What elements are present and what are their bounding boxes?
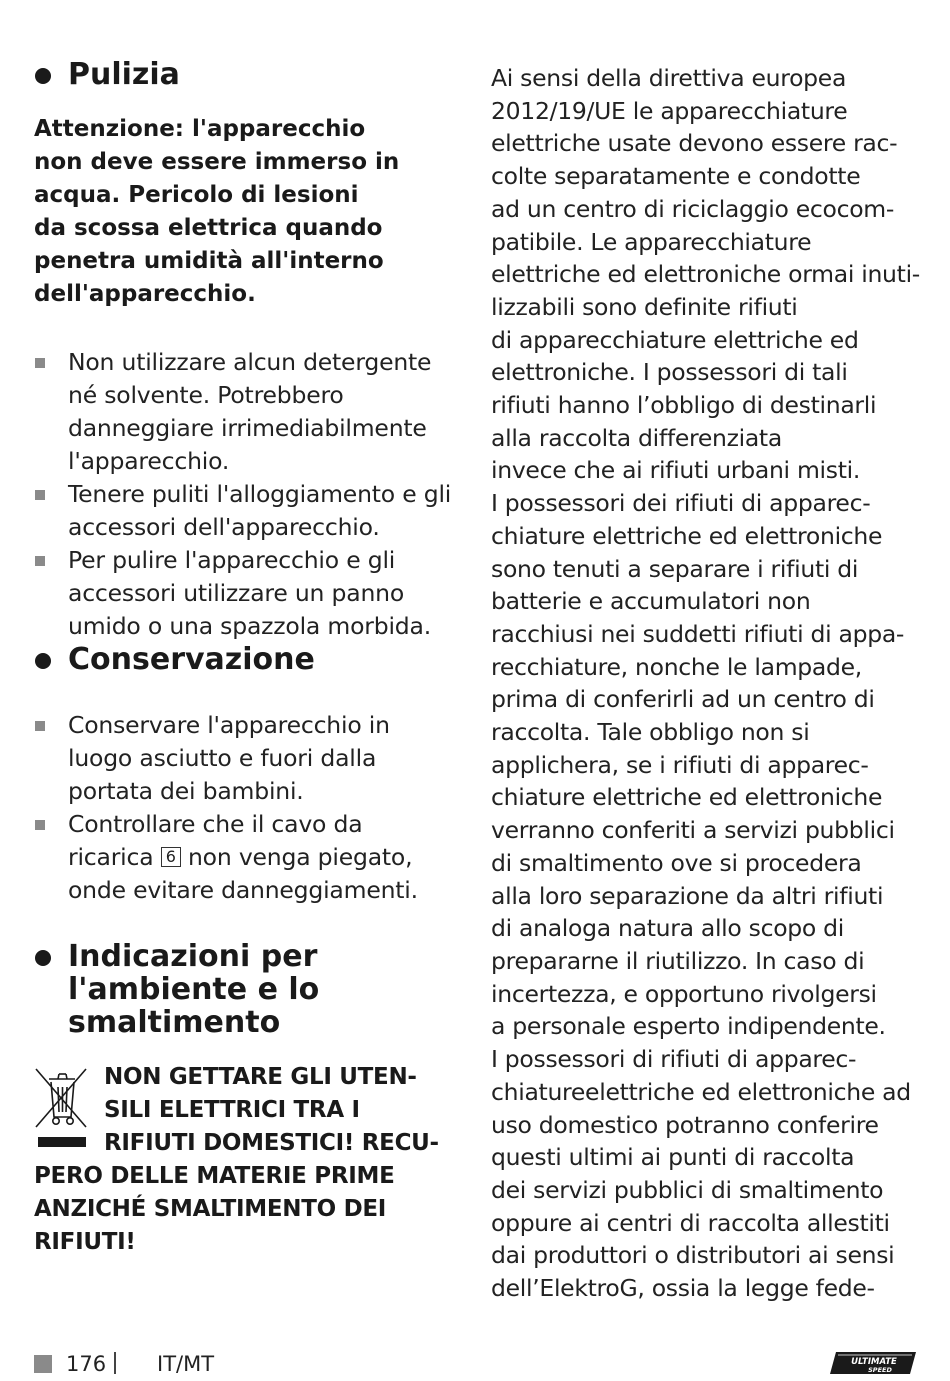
list-item-line: Tenere puliti l'alloggiamento e gli [68,480,452,508]
warning-line: penetra umidità all'interno [34,248,384,274]
storage-instructions-list [34,709,464,907]
list-item-line: portata dei bambini. [68,777,304,805]
cleaning-instructions-list [34,346,464,643]
ultimate-speed-logo [830,1351,916,1375]
environment-heading [34,940,464,1039]
left-column [34,58,464,1259]
disposal-line: RIFIUTI! [34,1229,136,1255]
list-item-line: Controllare che il cavo da [68,810,363,838]
paragraph-line: a personale esperto indipendente. [491,1012,886,1041]
paragraph-line: elettriche ed elettroniche ormai inuti- [491,260,920,289]
list-item-line: danneggiare irrimediabilmente [68,414,427,442]
list-item [34,478,464,544]
paragraph-line: raccolta. Tale obbligo non si [491,718,810,747]
list-item-line: onde evitare danneggiamenti. [68,876,418,904]
paragraph-line: prima di conferirli ad un centro di [491,685,875,714]
paragraph-line: incertezza, e opportuno rivolgersi [491,979,877,1008]
list-item-line: Non utilizzare alcun detergente [68,348,432,376]
warning-line: da scossa elettrica quando [34,215,383,241]
paragraph-line: applichera, se i rifiuti di apparec- [491,750,869,779]
paragraph-line: chiatureelettriche ed elettroniche ad [491,1077,911,1106]
brand-name-line1: ULTIMATE [851,1357,897,1367]
right-column [491,62,921,1305]
list-item-line: né solvente. Potrebbero [68,381,344,409]
paragraph-line: Ai sensi della direttiva europea [491,64,847,92]
paragraph-line: recchiature, nonche le lampade, [491,652,862,681]
square-bullet-icon [35,556,45,566]
paragraph-line: batterie e accumulatori non [491,587,811,616]
paragraph-line: dei servizi pubblici di smaltimento [491,1175,884,1204]
paragraph-line: invece che ai rifiuti urbani misti. [491,456,861,485]
disposal-line: PERO DELLE MATERIE PRIME [34,1163,395,1189]
paragraph-line: di analoga natura allo scopo di [491,914,844,943]
list-item-line: l'apparecchio. [68,447,230,475]
disposal-text-indented [34,1061,464,1160]
list-item-line: Per pulire l'apparecchio e gli [68,546,396,574]
heading-bullet-dot [35,950,51,966]
paragraph-line: alla raccolta differenziata [491,423,782,452]
paragraph-line: racchiusi nei suddetti rifiuti di appa- [491,619,905,648]
paragraph-line: I possessori dei rifiuti di apparec- [491,489,871,518]
square-bullet-icon [35,820,45,830]
list-item-line: accessori utilizzare un panno [68,579,405,607]
paragraph-line: colte separatamente e condotte [491,162,861,191]
disposal-line: SILI ELETTRICI TRA I [104,1097,360,1123]
disposal-line: RIFIUTI DOMESTICI! RECU- [104,1130,439,1156]
part-reference-number: 6 [161,847,181,867]
disposal-line: ANZICHÉ SMALTIMENTO DEI [34,1196,387,1222]
list-item-line: Conservare l'apparecchio in [68,711,390,739]
brand-name-line2: SPEED [868,1366,892,1374]
square-bullet-icon [35,490,45,500]
crossed-out-wheelie-bin-icon [34,1065,90,1151]
page-number: 176 [66,1352,107,1376]
warning-line: acqua. Pericolo di lesioni [34,182,359,208]
list-item [34,808,464,907]
cleaning-heading-text: Pulizia [68,57,180,92]
footer-square-marker [34,1355,52,1373]
paragraph-line: rifiuti hanno l’obbligo di destinarli [491,391,877,420]
disposal-text-full [34,1160,464,1259]
paragraph-line: elettriche usate devono essere rac- [491,129,898,158]
warning-line: Attenzione: l'apparecchio [34,116,366,142]
list-item-line: luogo asciutto e fuori dalla [68,744,377,772]
language-code: IT/MT [157,1352,215,1376]
paragraph-line: dai produttori o distributori ai sensi [491,1241,895,1270]
paragraph-line: uso domestico potranno conferire [491,1110,879,1139]
paragraph-line: questi ultimi ai punti di raccolta [491,1143,855,1172]
disposal-line: NON GETTARE GLI UTEN- [104,1064,417,1090]
storage-heading-text: Conservazione [68,642,315,677]
paragraph-line: verranno conferiti a servizi pubblici [491,816,895,845]
list-item-text: non venga piegato, [187,843,413,871]
paragraph-line: lizzabili sono definite rifiuti [491,292,798,321]
paragraph-line: chiature elettriche ed elettroniche [491,521,883,550]
paragraph-line: chiature elettriche ed elettroniche [491,783,883,812]
square-bullet-icon [35,358,45,368]
environment-heading-line: smaltimento [68,1005,281,1040]
list-item-line: accessori dell'apparecchio. [68,513,380,541]
environment-heading-line: Indicazioni per [68,939,318,974]
list-item [34,544,464,643]
paragraph-line: alla loro separazione da altri rifiuti [491,881,884,910]
weee-regulation-text [491,62,921,1305]
heading-bullet-dot [35,68,51,84]
list-item [34,346,464,478]
paragraph-line: elettroniche. I possessori di tali [491,358,848,387]
storage-heading [34,643,464,676]
paragraph-line: ad un centro di riciclaggio ecocom- [491,194,895,223]
paragraph-line: sono tenuti a separare i rifiuti di [491,554,859,583]
list-item [34,709,464,808]
paragraph-line: 2012/19/UE le apparecchiature [491,96,848,125]
paragraph-line: patibile. Le apparecchiature [491,227,812,256]
paragraph-line: I possessori di rifiuti di apparec- [491,1045,857,1074]
square-bullet-icon [35,721,45,731]
paragraph-line: dell’ElektroG, ossia la legge fede- [491,1274,875,1303]
warning-line: dell'apparecchio. [34,281,256,307]
paragraph-line: prepararne il riutilizzo. In caso di [491,946,865,975]
paragraph-line: oppure ai centri di raccolta allestiti [491,1208,890,1237]
heading-bullet-dot [35,653,51,669]
warning-line: non deve essere immerso in [34,149,400,175]
disposal-notice [34,1061,464,1259]
footer-divider [114,1352,116,1374]
list-item-line: umido o una spazzola morbida. [68,612,431,640]
cleaning-warning [34,113,464,311]
environment-heading-line: l'ambiente e lo [68,972,320,1007]
list-item-text: ricarica [68,843,154,871]
cleaning-heading [34,58,464,91]
paragraph-line: di apparecchiature elettriche ed [491,325,859,354]
paragraph-line: di smaltimento ove si procedera [491,848,862,877]
list-item-line [68,841,464,874]
